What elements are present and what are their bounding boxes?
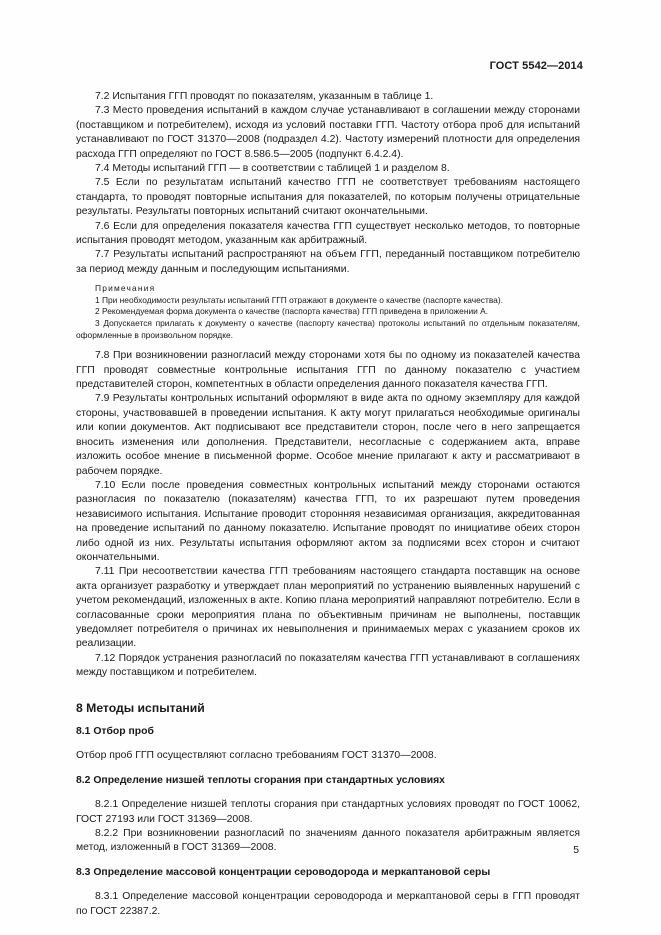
clause-8-1-text: Отбор проб ГГП осуществляют согласно требованиям ГОСТ 31370—2008. [76,750,437,762]
clause-7-7: 7.7 Результаты испытаний распространяют на объем ГГП, переданный поставщиком потребителю за период между данным и последующим испытаниями. [76,249,580,275]
clause-7-8: 7.8 При возникновении разногласий между сторонами хотя бы по одному из показателей качества ГГП проводят совместные контрольные испытания ГГП по данному показателю с участием представителей сторон, компетентных в области определения данного показателя качества ГГП. [76,350,580,391]
section-8-2-title: 8.2 Определение низшей теплоты сгорания при стандартных условиях [76,774,445,786]
note-2: 2 Рекомендуемая форма документа о качестве (паспорта качества) ГГП приведена в приложении А. [95,306,489,317]
section-8-3-title: 8.3 Определение массовой концентрации сероводорода и меркаптановой серы [76,866,491,878]
clause-7-9: 7.9 Результаты контрольных испытаний оформляют в виде акта по одному экземпляру для каждой стороны, участвовавшей в проведении испытания. К акту могут прилагаться необходимые оригиналы или копии документов. Акт подписывают все представители сторон, после чего в него запрещается вносить изменения или дополнения. Представители, несогласные с содержанием акта, вправе изложить особое мнение в письменной форме. Особое мнение прилагают к акту и рассматривают в рабочем порядке. [76,393,580,477]
clause-7-11: 7.11 При несоответствии качества ГГП требованиям настоящего стандарта поставщик на основе акта организует разработку и утверждает план мероприятий по устранению выявленных нарушений с учетом рекомендаций, изложенных в акте. Копию плана мероприятий направляют потребителю. Если в согласованные сроки мероприятия плана по объективным причинам не выполнены, поставщик уведомляет потребителя о причинах их невыполнения и принимаемых мерах с указанием сроков их реализации. [76,566,580,650]
standard-code-header: ГОСТ 5542—2014 [489,60,583,72]
clause-7-4: 7.4 Методы испытаний ГГП — в соответствии с таблицей 1 и разделом 8. [95,163,450,175]
notes-block [76,283,580,341]
note-3: 3 Допускается прилагать к документу о качестве (паспорту качества) протоколы испытаний по отдельным показателям, оформленные в произвольном порядке. [76,318,580,340]
clause-8-2-2: 8.2.2 При возникновении разногласий по значениям данного показателя арбитражным является метод, изложенный в ГОСТ 31369—2008. [76,828,580,854]
clause-7-2: 7.2 Испытания ГГП проводят по показателям, указанным в таблице 1. [95,91,434,102]
page-body [76,90,580,919]
page-number: 5 [573,845,579,856]
section-8-1-title: 8.1 Отбор проб [76,726,154,737]
clause-7-10: 7.10 Если после проведения совместных контрольных испытаний между сторонами остаются разногласия по показателю (показателям) качества ГГП, то их разрешают путем проведения независимого испытания. Испытание проводит сторонняя независимая организация, аккредитованная на проведение испытаний по данному показателю. Испытание проводят по инициативе обеих сторон либо одной из них. Результаты испытания оформляют актом за подписями всех сторон и считают окончательными. [76,479,580,563]
clause-8-2-1: 8.2.1 Определение низшей теплоты сгорания при стандартных условиях проводят по ГОСТ 10062, ГОСТ 27193 или ГОСТ 31369—2008. [76,799,580,825]
section-8-title: 8 Методы испытаний [76,700,205,715]
notes-heading: Примечания [95,283,156,294]
clause-7-6: 7.6 Если для определения показателя качества ГГП существует несколько методов, то повторные испытания проводят методом, указанным как арбитражный. [76,220,580,247]
clause-7-3: 7.3 Место проведения испытаний в каждом случае устанавливают в соглашении между сторонами (поставщиком и потребителем), исходя из условий поставки ГГП. Частоту отбора проб для испытаний устанавливают по ГОСТ 31370—2008 (подраздел 4.2). Частоту измерений плотности для определения расхода ГГП определяют по ГОСТ 8.586.5—2005 (подпункт 6.4.2.4). [76,105,580,160]
clause-8-3-1: 8.3.1 Определение массовой концентрации сероводорода и меркаптановой серы в ГГП проводят по ГОСТ 22387.2. [76,891,580,917]
note-1: 1 При необходимости результаты испытаний ГГП отражают в документе о качестве (паспорте качества). [95,294,503,305]
clause-7-5: 7.5 Если по результатам испытаний качество ГГП не соответствует требованиям настоящего стандарта, то проводят повторные испытания для показателей, по которым получены отрицательные результаты. Результаты повторных испытаний считают окончательными. [76,177,580,218]
clause-7-12: 7.12 Порядок устранения разногласий по показателям качества ГГП устанавливают в соглашениях между поставщиком и потребителем. [76,652,580,679]
